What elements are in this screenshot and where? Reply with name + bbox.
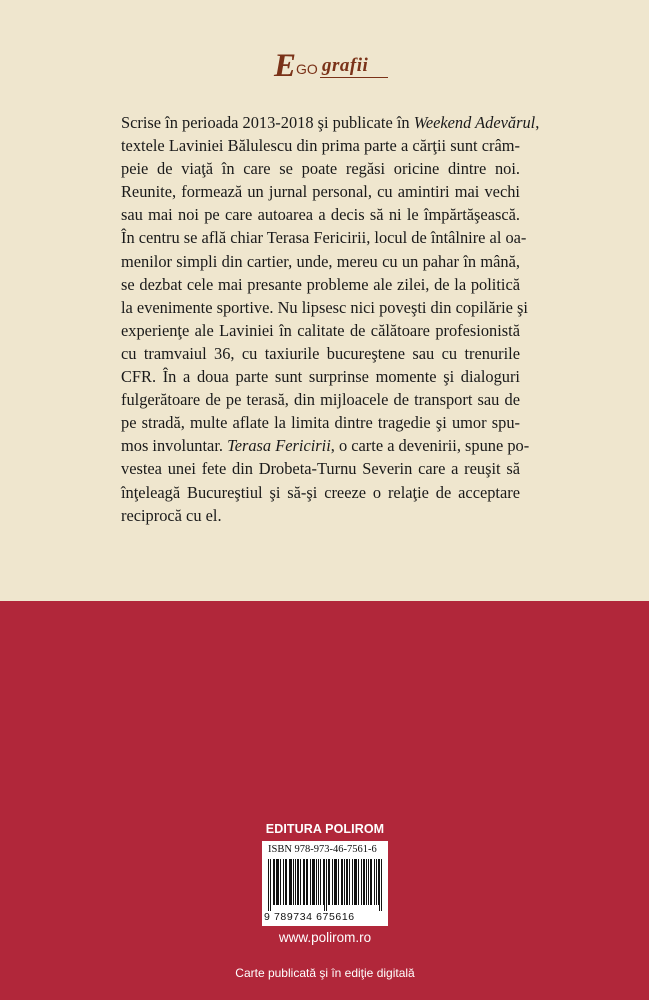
barcode-bar — [378, 859, 379, 905]
barcode-bar — [286, 859, 287, 905]
blurb-text: Reunite, formează un jurnal personal, cu amintiri mai vechi — [121, 182, 520, 202]
barcode-bar — [312, 859, 313, 905]
barcode-bar — [324, 859, 325, 911]
barcode-bar — [346, 859, 347, 905]
blurb-text: , — [535, 113, 540, 132]
blurb-text: menilor simpli din cartier, unde, mereu cu un pahar în mână, — [121, 251, 520, 271]
barcode-bar — [338, 859, 339, 905]
blurb-text: peie de viaţă în care se poate regăsi oricine dintre noi. — [121, 159, 520, 179]
logo-underline — [320, 77, 388, 78]
blurb-line — [121, 296, 528, 319]
blurb-line — [121, 226, 527, 249]
barcode-bar — [361, 859, 362, 905]
barcode-bar — [283, 859, 284, 905]
blurb-line — [121, 411, 520, 434]
italic-title: Terasa Fericirii — [227, 436, 331, 456]
blurb-line — [121, 434, 530, 457]
blurb-line — [121, 134, 520, 157]
barcode-bar — [268, 859, 269, 911]
isbn-barcode — [262, 841, 388, 926]
barcode-bar — [285, 859, 286, 905]
barcode-bar — [313, 859, 314, 905]
blurb-text: În centru se află chiar Terasa Fericirii, locul de întâlnire al oa- — [121, 228, 527, 248]
blurb-line — [121, 111, 540, 134]
logo-grafii: grafii — [322, 55, 369, 76]
barcode-bar — [274, 859, 275, 905]
barcode-bar — [381, 859, 382, 911]
barcode-bar — [341, 859, 342, 905]
blurb-text: pe stradă, multe aflate la limita dintre tragedie şi umor spu- — [121, 413, 520, 433]
barcode-bar — [344, 859, 345, 905]
italic-title: Weekend Adevărul — [413, 113, 536, 132]
barcode-bar — [314, 859, 315, 905]
blurb-line — [121, 481, 520, 504]
barcode-bar — [335, 859, 336, 905]
barcode-bar — [376, 859, 377, 905]
blurb-line — [121, 504, 520, 527]
barcode-bar — [347, 859, 348, 905]
barcode-bar — [293, 859, 294, 905]
barcode-bar — [300, 859, 301, 905]
logo-go: GO — [296, 61, 318, 77]
barcode-bar — [307, 859, 308, 905]
barcode-bar — [273, 859, 274, 905]
isbn-number: ISBN 978-973-46-7561-6 — [268, 844, 377, 855]
blurb-text: fulgerătoare de pe terasă, din mijloacele de transport sau de — [121, 390, 520, 410]
barcode-bar — [328, 859, 329, 905]
blurb-text: reciprocă cu el. — [121, 505, 222, 525]
barcode-bar — [352, 859, 353, 905]
blurb-text: la evenimente sportive. Nu lipsesc nici poveşti din copilărie şi — [121, 297, 528, 317]
blurb-text: Scrise în perioada 2013-2018 şi publicate în — [121, 113, 414, 132]
barcode-bar — [320, 859, 321, 905]
barcode-bar — [306, 859, 307, 905]
barcode-bar — [363, 859, 364, 905]
barcode-bar — [354, 859, 355, 905]
publisher-name: EDITURA POLIROM — [265, 822, 385, 836]
barcode-bar — [355, 859, 356, 905]
blurb-line — [121, 180, 520, 203]
blurb-text: sau mai noi pe care autoarea a decis să ni le împărtăşească. — [121, 205, 520, 225]
barcode-bar — [270, 859, 271, 911]
barcode-bar — [342, 859, 343, 905]
barcode-bar — [374, 859, 375, 905]
barcode-bar — [298, 859, 299, 905]
barcode-bar — [356, 859, 357, 905]
barcode-bar — [276, 859, 277, 905]
barcode-bar — [379, 859, 380, 911]
blurb-line — [121, 273, 520, 296]
blurb-line — [121, 388, 520, 411]
blurb-line — [121, 342, 520, 365]
barcode-bar — [290, 859, 291, 905]
publisher-website: www.polirom.ro — [278, 930, 372, 945]
blurb-text: experienţe ale Laviniei în calitate de călătoare profesionistă — [121, 320, 520, 340]
barcode-bar — [336, 859, 337, 905]
barcode-bar — [370, 859, 371, 905]
barcode-bars — [268, 859, 382, 911]
blurb-line — [121, 203, 520, 226]
blurb-line — [121, 157, 520, 180]
ego-grafii-logo — [274, 50, 394, 86]
barcode-bar — [304, 859, 305, 905]
barcode-bar — [329, 859, 330, 905]
barcode-bar — [326, 859, 327, 911]
blurb-text: CFR. În a doua parte sunt surprinse momente şi dialoguri — [121, 367, 520, 387]
barcode-bar — [334, 859, 335, 905]
blurb-text: vestea unei fete din Drobeta-Turnu Severin care a reuşit să — [121, 459, 520, 479]
barcode-bar — [289, 859, 290, 905]
barcode-bar — [364, 859, 365, 905]
blurb-line — [121, 457, 520, 480]
barcode-digits: 9 789734 675616 — [264, 911, 355, 923]
blurb-text: mos involuntar. — [121, 436, 228, 456]
blurb-text: cu tramvaiul 36, cu taxiurile bucureştene sau cu trenurile — [121, 343, 520, 363]
barcode-bar — [280, 859, 281, 905]
barcode-bar — [303, 859, 304, 905]
barcode-bar — [323, 859, 324, 905]
barcode-bar — [371, 859, 372, 905]
barcode-bar — [278, 859, 279, 905]
blurb-text: se dezbat cele mai presante probleme ale zilei, de la politică — [121, 274, 520, 294]
blurb-text: textele Laviniei Bălulescu din prima parte a cărţii sunt crâm- — [121, 136, 520, 156]
back-cover-blurb — [121, 111, 540, 527]
barcode-bar — [291, 859, 292, 905]
barcode-bar — [277, 859, 278, 905]
barcode-bar — [368, 859, 369, 905]
barcode-bar — [295, 859, 296, 905]
barcode-bar — [332, 859, 333, 905]
blurb-text: înţeleagă Bucureştiul şi să-şi creeze o relaţie de acceptare — [121, 482, 520, 502]
blurb-text: , o carte a devenirii, spune po- — [330, 436, 530, 456]
barcode-bar — [297, 859, 298, 905]
barcode-bar — [318, 859, 319, 905]
barcode-bar — [358, 859, 359, 905]
blurb-line — [121, 319, 520, 342]
barcode-bar — [366, 859, 367, 905]
barcode-bar — [310, 859, 311, 905]
blurb-line — [121, 365, 520, 388]
digital-edition-note: Carte publicată şi în ediţie digitală — [235, 966, 415, 980]
blurb-line — [121, 250, 520, 273]
logo-e: E — [274, 48, 297, 84]
barcode-bar — [349, 859, 350, 905]
barcode-bar — [316, 859, 317, 905]
